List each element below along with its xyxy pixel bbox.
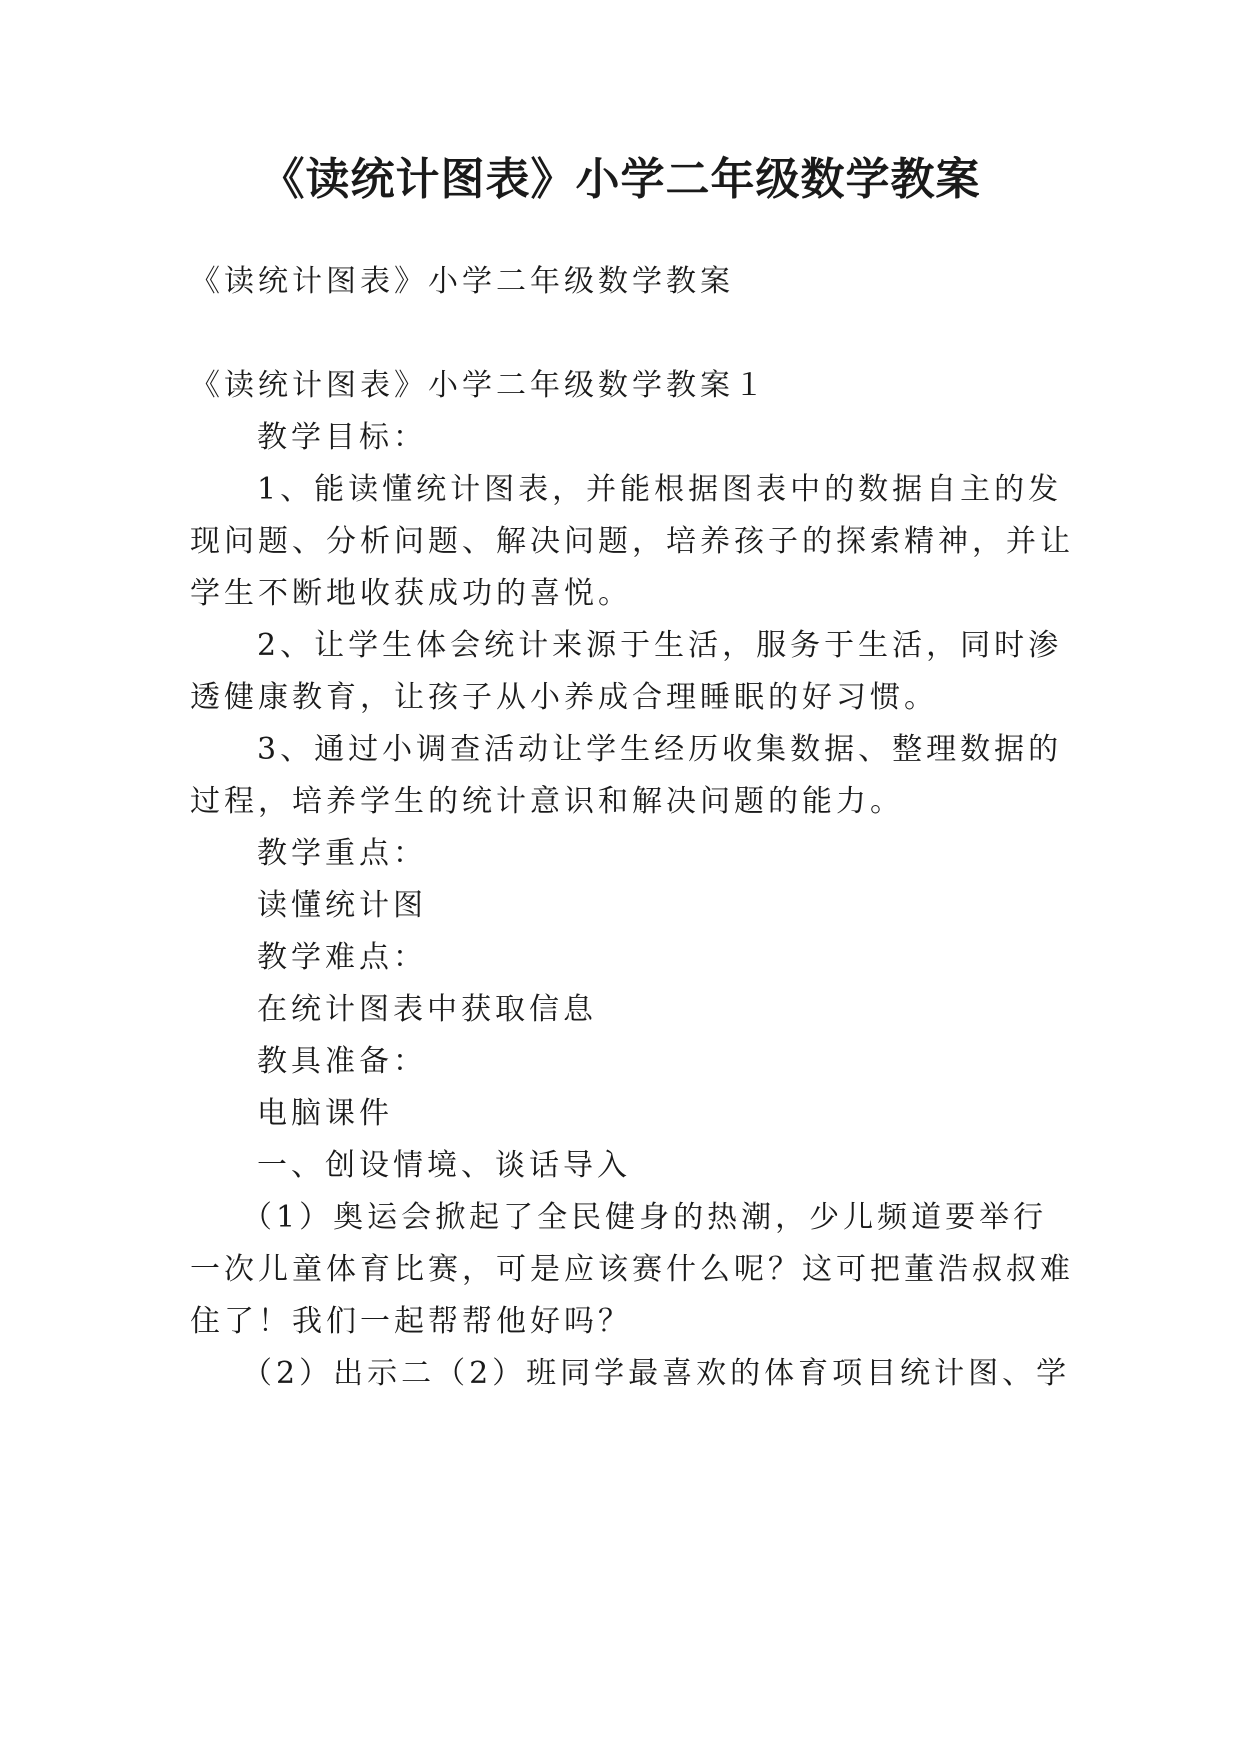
paragraph-line: （1）奥运会掀起了全民健身的热潮，少儿频道要举行 (242, 1200, 1048, 1235)
paragraph-line: 一、创设情境、谈话导入 (257, 1148, 631, 1183)
document-title: 《读统计图表》小学二年级数学教案 (260, 154, 981, 205)
paragraph-line: 教学难点： (257, 940, 427, 975)
paragraph-line: 1、能读懂统计图表，并能根据图表中的数据自主的发 (257, 472, 1063, 507)
paragraph-line: 现问题、分析问题、解决问题，培养孩子的探索精神，并让 (190, 524, 1074, 559)
paragraph-line: 学生不断地收获成功的喜悦。 (190, 576, 632, 611)
paragraph-line: （2）出示二（2）班同学最喜欢的体育项目统计图、学 (242, 1356, 1071, 1391)
paragraph-line: 读懂统计图 (257, 888, 427, 923)
paragraph-line: 教具准备： (257, 1044, 427, 1079)
subtitle-line: 《读统计图表》小学二年级数学教案 (190, 264, 734, 299)
paragraph-line: 电脑课件 (257, 1096, 393, 1131)
paragraph-line: 过程，培养学生的统计意识和解决问题的能力。 (190, 784, 904, 819)
paragraph-line: 透健康教育，让孩子从小养成合理睡眠的好习惯。 (190, 680, 938, 715)
paragraph-line: 教学目标： (257, 420, 427, 455)
section-heading: 《读统计图表》小学二年级数学教案１ (190, 368, 768, 403)
paragraph-line: 一次儿童体育比赛，可是应该赛什么呢？这可把董浩叔叔难 (190, 1252, 1074, 1287)
paragraph-line: 在统计图表中获取信息 (257, 992, 597, 1027)
paragraph-line: 住了！我们一起帮帮他好吗？ (190, 1304, 632, 1339)
paragraph-line: 2、让学生体会统计来源于生活，服务于生活，同时渗 (257, 628, 1063, 663)
paragraph-line: 教学重点： (257, 836, 427, 871)
paragraph-line: 3、通过小调查活动让学生经历收集数据、整理数据的 (257, 732, 1063, 767)
